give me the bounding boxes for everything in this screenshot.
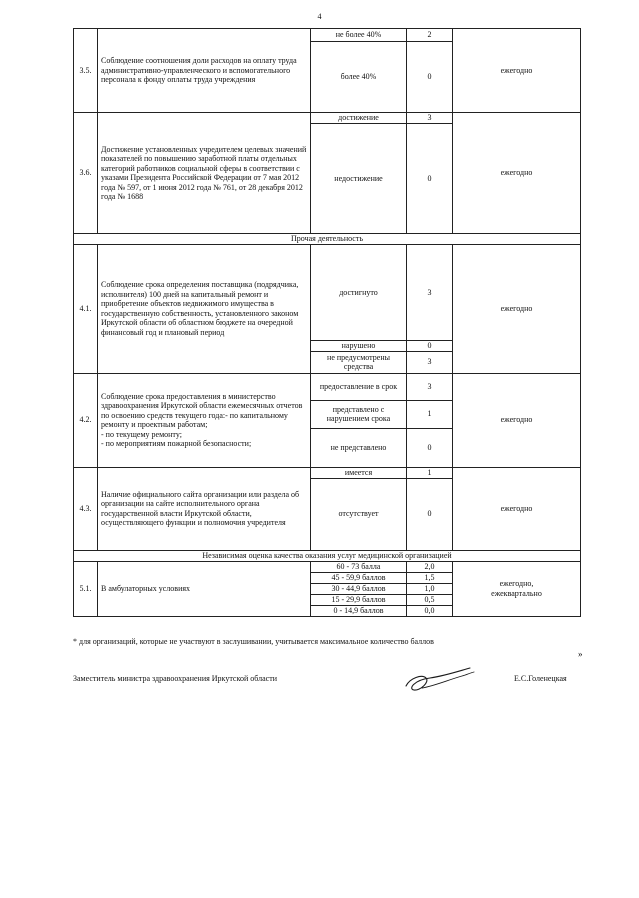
score-cell: 1,5 (407, 572, 453, 583)
section-header-row (74, 234, 581, 245)
criterion-value: 15 - 29,9 баллов (311, 594, 407, 605)
signer-name: Е.С.Голенецкая (514, 674, 567, 683)
table-row (74, 113, 581, 124)
period-cell: ежегодно (453, 113, 581, 234)
criterion-value: представлено с нарушением срока (311, 400, 407, 428)
score-cell: 3 (407, 245, 453, 341)
criterion-value: достигнуто (311, 245, 407, 341)
criterion-value: недостижение (311, 124, 407, 234)
table-row (74, 561, 581, 572)
page-number: 4 (317, 12, 322, 21)
criterion-description: Соблюдение срока предоставления в министерство здравоохранения Иркутской области ежемесячных отчетов по освоению средств текущего года:- по капитальному ремонту и проектным работам; - по текущему ремонту; - по мероприятиям пожарной безопасности; (98, 373, 311, 467)
period-cell: ежегодно (453, 467, 581, 550)
period-cell: ежегодно (453, 29, 581, 113)
table-row (74, 29, 581, 42)
row-number: 4.2. (74, 373, 98, 467)
criterion-value: 60 - 73 балла (311, 561, 407, 572)
table-row (74, 467, 581, 478)
score-cell: 1 (407, 467, 453, 478)
score-cell: 3 (407, 373, 453, 400)
criterion-value: предоставление в срок (311, 373, 407, 400)
table-row (74, 245, 581, 341)
criterion-value: отсутствует (311, 478, 407, 550)
row-number: 3.6. (74, 113, 98, 234)
closing-quote: » (578, 649, 583, 659)
score-cell: 0 (407, 42, 453, 113)
footnote: * для организаций, которые не участвуют в заслушивании, учитывается максимальное количество баллов (73, 637, 434, 646)
criterion-description: Соблюдение срока определения поставщика (подрядчика, исполнителя) 100 дней на капитальный ремонт и приобретение объектов недвижимого имущества в государственную собственность, установленного законом Иркутской области об областном бюджете на очередной финансовый год и плановый период (98, 245, 311, 374)
score-cell: 0 (407, 428, 453, 467)
criterion-value: 0 - 14,9 баллов (311, 605, 407, 616)
section-title: Прочая деятельность (74, 234, 581, 245)
row-number: 4.3. (74, 467, 98, 550)
criterion-value: имеется (311, 467, 407, 478)
section-title: Независимая оценка качества оказания услуг медицинской организацией (74, 550, 581, 561)
criterion-value: 30 - 44,9 баллов (311, 583, 407, 594)
score-cell: 0,5 (407, 594, 453, 605)
criterion-value: нарушено (311, 341, 407, 352)
score-cell: 2,0 (407, 561, 453, 572)
criterion-description: Соблюдение соотношения доли расходов на оплату труда административно-управленческого и вспомогательного персонала к фонду оплаты труда учреждения (98, 29, 311, 113)
score-cell: 0 (407, 478, 453, 550)
score-cell: 3 (407, 113, 453, 124)
criteria-table (73, 28, 581, 617)
row-number: 4.1. (74, 245, 98, 374)
score-cell: 0 (407, 341, 453, 352)
criterion-description: Наличие официального сайта организации или раздела об организации на сайте исполнительного органа государственной власти Иркутской области, осуществляющего функции и полномочия учредителя (98, 467, 311, 550)
criterion-value: не представлено (311, 428, 407, 467)
period-cell: ежегодно, ежеквартально (453, 561, 581, 616)
score-cell: 2 (407, 29, 453, 42)
handwritten-signature (400, 664, 480, 696)
score-cell: 1,0 (407, 583, 453, 594)
row-number: 3.5. (74, 29, 98, 113)
criterion-description: Достижение установленных учредителем целевых значений показателей по повышению заработной платы отдельных категорий работников социальной сферы в соответствии с указами Президента Российской Федерации от 7 мая 2012 года № 597, от 1 июня 2012 года № 761, от 28 декабря 2012 года № 1688 (98, 113, 311, 234)
criterion-value: не предусмотрены средства (311, 351, 407, 373)
period-cell: ежегодно (453, 373, 581, 467)
score-cell: 0,0 (407, 605, 453, 616)
score-cell: 3 (407, 351, 453, 373)
section-header-row (74, 550, 581, 561)
criterion-value: более 40% (311, 42, 407, 113)
criterion-description: В амбулаторных условиях (98, 561, 311, 616)
criterion-value: достижение (311, 113, 407, 124)
table-row (74, 373, 581, 400)
signer-position: Заместитель министра здравоохранения Иркутской области (73, 674, 277, 683)
score-cell: 1 (407, 400, 453, 428)
criterion-value: 45 - 59,9 баллов (311, 572, 407, 583)
period-cell: ежегодно (453, 245, 581, 374)
row-number: 5.1. (74, 561, 98, 616)
criterion-value: не более 40% (311, 29, 407, 42)
score-cell: 0 (407, 124, 453, 234)
